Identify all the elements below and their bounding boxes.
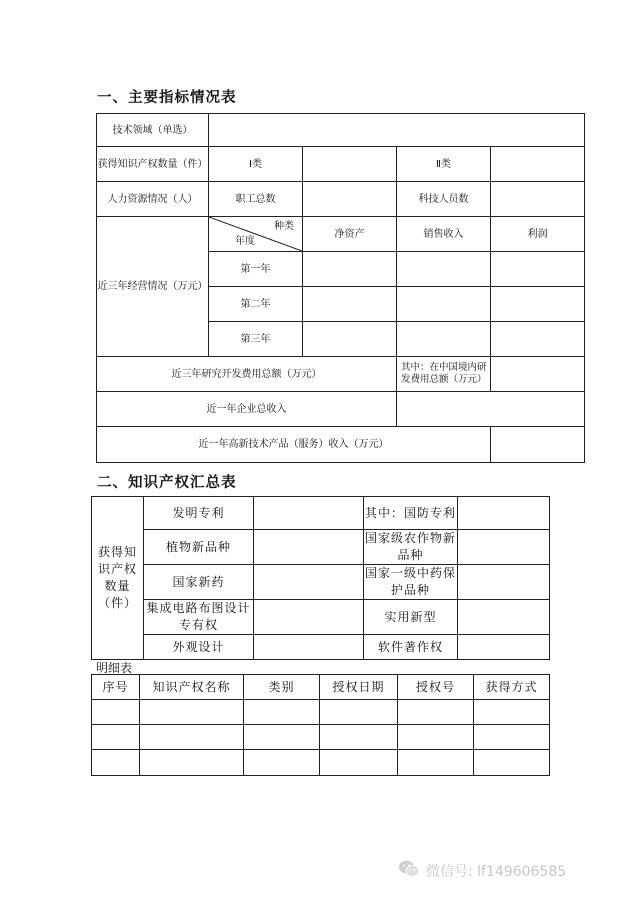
input-cell[interactable] <box>303 287 397 322</box>
input-cell[interactable] <box>244 750 320 776</box>
class2-label: Ⅱ类 <box>397 147 491 182</box>
col-profit: 利润 <box>491 217 585 252</box>
input-cell[interactable] <box>491 287 585 322</box>
ip-type-label: 集成电路布图设计专有权 <box>144 600 254 635</box>
wechat-icon <box>398 859 426 883</box>
ip-subtype-label: 实用新型 <box>364 600 458 635</box>
table-row <box>92 700 550 725</box>
input-cell[interactable] <box>140 700 244 725</box>
watermark <box>398 860 566 882</box>
hitech-income-label: 近一年高新技术产品（服务）收入（万元） <box>97 427 491 463</box>
input-cell[interactable] <box>397 287 491 322</box>
ip-subtype-value[interactable] <box>458 530 550 565</box>
detail-header: 获得方式 <box>474 675 550 700</box>
input-cell[interactable] <box>320 700 398 725</box>
ip-type-value[interactable] <box>254 497 364 530</box>
ip-subtype-label: 国家一级中药保护品种 <box>364 565 458 600</box>
detail-header: 授权日期 <box>320 675 398 700</box>
watermark-text: 微信号: lf149606585 <box>426 864 567 880</box>
rd-domestic-value[interactable] <box>491 357 585 392</box>
detail-header: 序号 <box>92 675 140 700</box>
input-cell[interactable] <box>140 750 244 776</box>
input-cell[interactable] <box>474 725 550 750</box>
class1-value[interactable] <box>303 147 397 182</box>
total-income-label: 近一年企业总收入 <box>97 392 397 427</box>
input-cell[interactable] <box>398 700 474 725</box>
diagonal-header-cell <box>209 217 303 252</box>
input-cell[interactable] <box>244 725 320 750</box>
input-cell[interactable] <box>320 750 398 776</box>
ip-type-label: 发明专利 <box>144 497 254 530</box>
input-cell[interactable] <box>92 750 140 776</box>
input-cell[interactable] <box>398 750 474 776</box>
detail-header: 授权号 <box>398 675 474 700</box>
hr-label: 人力资源情况（人） <box>97 182 209 217</box>
rd-total-label: 近三年研究开发费用总额（万元） <box>97 357 397 392</box>
staff-total-value[interactable] <box>303 182 397 217</box>
class1-label: Ⅰ类 <box>209 147 303 182</box>
ip-subtype-value[interactable] <box>458 497 550 530</box>
detail-title: 明细表 <box>96 661 133 675</box>
ops-label: 近三年经营情况（万元） <box>97 217 209 357</box>
table-row <box>92 750 550 776</box>
tech-staff-value[interactable] <box>491 182 585 217</box>
input-cell[interactable] <box>398 725 474 750</box>
col-net-assets: 净资产 <box>303 217 397 252</box>
ip-subtype-value[interactable] <box>458 565 550 600</box>
ip-count-label: 获得知识产权数量（件） <box>97 147 209 182</box>
main-indicators-table <box>96 113 585 463</box>
input-cell[interactable] <box>397 252 491 287</box>
input-cell[interactable] <box>474 700 550 725</box>
ip-subtype-value[interactable] <box>458 635 550 660</box>
diag-year-label: 年度 <box>235 236 255 247</box>
input-cell[interactable] <box>92 700 140 725</box>
diag-kind-label: 种类 <box>274 221 294 232</box>
ip-type-label: 外观设计 <box>144 635 254 660</box>
hitech-income-value[interactable] <box>491 427 585 463</box>
rd-domestic-label: 其中：在中国境内研发费用总额（万元） <box>397 357 491 392</box>
input-cell[interactable] <box>92 725 140 750</box>
year-label: 第一年 <box>209 252 303 287</box>
input-cell[interactable] <box>140 725 244 750</box>
input-cell[interactable] <box>320 725 398 750</box>
staff-total-label: 职工总数 <box>209 182 303 217</box>
detail-header: 类别 <box>244 675 320 700</box>
detail-table <box>91 674 550 776</box>
class2-value[interactable] <box>491 147 585 182</box>
input-cell[interactable] <box>303 252 397 287</box>
tech-field-value[interactable] <box>209 114 585 147</box>
ip-type-value[interactable] <box>254 565 364 600</box>
ip-type-label: 国家新药 <box>144 565 254 600</box>
year-label: 第三年 <box>209 322 303 357</box>
detail-header: 知识产权名称 <box>140 675 244 700</box>
ip-type-value[interactable] <box>254 530 364 565</box>
year-label: 第二年 <box>209 287 303 322</box>
ip-group-label: 获得知识产权数量（件） <box>92 497 144 660</box>
tech-field-label: 技术领域（单选） <box>97 114 209 147</box>
input-cell[interactable] <box>491 322 585 357</box>
ip-type-value[interactable] <box>254 635 364 660</box>
total-income-value[interactable] <box>397 392 585 427</box>
tech-staff-label: 科技人员数 <box>397 182 491 217</box>
input-cell[interactable] <box>397 322 491 357</box>
col-sales: 销售收入 <box>397 217 491 252</box>
ip-subtype-label: 软件著作权 <box>364 635 458 660</box>
ip-subtype-label: 其中：国防专利 <box>364 497 458 530</box>
input-cell[interactable] <box>474 750 550 776</box>
ip-summary-table <box>91 496 550 660</box>
section2-title: 二、知识产权汇总表 <box>97 475 237 491</box>
ip-subtype-label: 国家级农作物新品种 <box>364 530 458 565</box>
table-row <box>92 725 550 750</box>
section1-title: 一、主要指标情况表 <box>97 90 237 106</box>
ip-type-label: 植物新品种 <box>144 530 254 565</box>
input-cell[interactable] <box>303 322 397 357</box>
ip-type-value[interactable] <box>254 600 364 635</box>
input-cell[interactable] <box>491 252 585 287</box>
input-cell[interactable] <box>244 700 320 725</box>
ip-subtype-value[interactable] <box>458 600 550 635</box>
